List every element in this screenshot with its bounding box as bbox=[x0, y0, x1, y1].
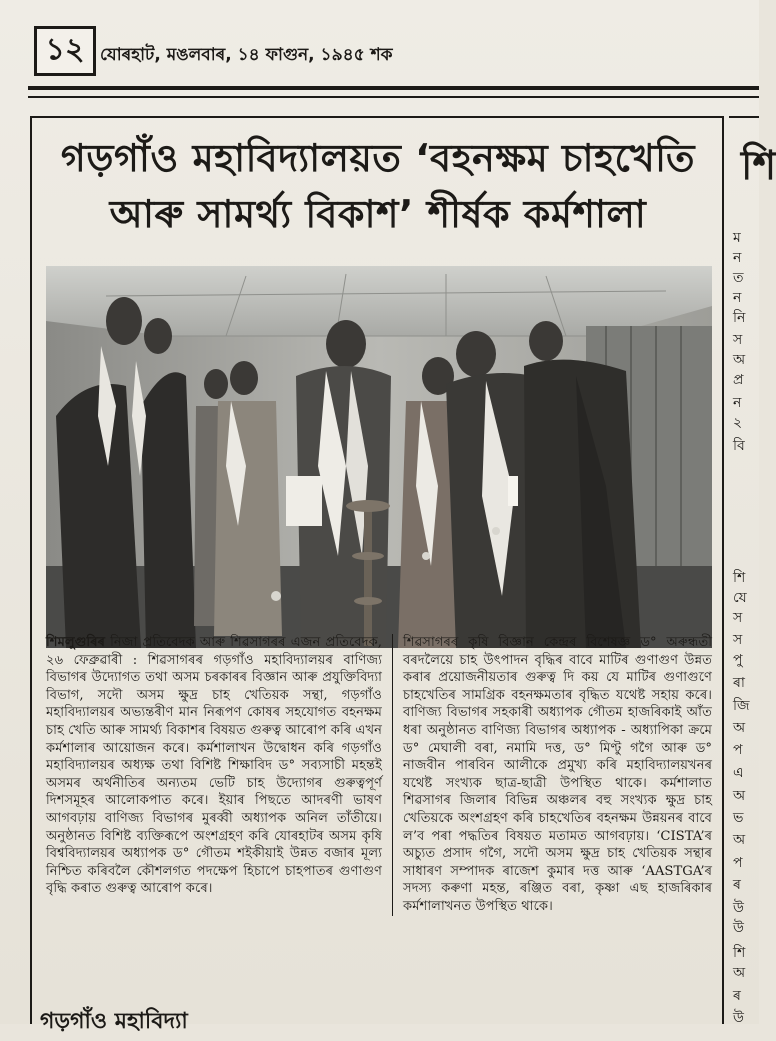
adjacent-fragment: উ bbox=[733, 1010, 744, 1026]
adjacent-fragment: উ bbox=[733, 920, 744, 936]
article-headline bbox=[44, 130, 712, 242]
adjacent-fragment: পু bbox=[733, 652, 743, 668]
masthead-rule-thick bbox=[28, 86, 759, 90]
adjacent-fragment: যে bbox=[733, 590, 747, 606]
masthead-rule-thin bbox=[28, 96, 759, 98]
adjacent-fragment: নি bbox=[733, 310, 746, 326]
masthead bbox=[28, 20, 759, 82]
adjacent-fragment: স bbox=[733, 332, 743, 348]
adjacent-fragment: ত bbox=[733, 270, 744, 286]
adjacent-fragment: বি bbox=[733, 438, 745, 454]
headline-line-2: আৰু সামৰ্থ্য বিকাশ’ শীৰ্ষক কৰ্মশালা bbox=[109, 192, 647, 236]
adjacent-fragment: ন bbox=[733, 250, 742, 266]
headline-line-1: গড়গাঁও মহাবিদ্যালয়ত ‘বহনক্ষম চাহখেতি bbox=[60, 136, 696, 180]
adjacent-fragment: অ bbox=[733, 965, 746, 981]
news-article bbox=[30, 116, 724, 1024]
adjacent-rule bbox=[729, 116, 759, 118]
byline-lead: শিমলুগুৰিৰ bbox=[46, 635, 106, 650]
photo-illustration bbox=[46, 266, 712, 648]
adjacent-fragment: ভ bbox=[733, 810, 744, 826]
dateline: যোৰহাট, মঙলবাৰ, ১৪ ফাগুন, ১৯৪৫ শক bbox=[100, 45, 393, 65]
adjacent-fragment: অ bbox=[733, 788, 746, 804]
adjacent-fragment: প bbox=[733, 855, 743, 871]
adjacent-fragment: ৰা bbox=[733, 675, 745, 691]
adjacent-article-fragment bbox=[727, 116, 776, 1026]
adjacent-fragment: ২ bbox=[733, 415, 743, 431]
adjacent-fragment: ৰ bbox=[733, 877, 741, 893]
next-headline-strip: গড়গাঁও মহাবিদ্যা bbox=[40, 1009, 188, 1034]
adjacent-fragment: শি bbox=[733, 570, 746, 586]
adjacent-fragment: ৰ bbox=[733, 988, 741, 1004]
adjacent-fragment: স bbox=[733, 610, 743, 626]
adjacent-fragment: ম bbox=[733, 230, 741, 246]
adjacent-fragment: স bbox=[733, 632, 743, 648]
adjacent-fragment: অ bbox=[733, 832, 746, 848]
adjacent-fragment: জি bbox=[733, 698, 750, 714]
article-column-1 bbox=[46, 634, 382, 898]
adjacent-fragment: ন bbox=[733, 290, 742, 306]
adjacent-fragment: প্ৰ bbox=[733, 372, 744, 388]
adjacent-fragment: অ bbox=[733, 720, 746, 736]
adjacent-headline-fragment: শি bbox=[741, 143, 776, 189]
adjacent-fragment: এ bbox=[733, 765, 744, 781]
page-number: ১২ bbox=[34, 26, 96, 76]
adjacent-fragment: প bbox=[733, 742, 743, 758]
adjacent-fragment: উ bbox=[733, 900, 744, 916]
adjacent-fragment: শি bbox=[733, 945, 746, 961]
column-1-text: নিজা প্ৰতিবেদক আৰু শিৱসাগৰৰ এজন প্ৰতিবেদক, ২৬ ফেব্ৰুৱাৰী : শিৱসাগৰৰ গড়গাঁও মহাবিদ্যালয়ৰ বাণিজ্য বিভাগৰ উদ্যোগত তথা অসম চৰকাৰৰ বিজ্ঞান আৰু প্ৰযুক্তিবিদ্যা বিভাগ, সদৌ অসম ক্ষুদ্ৰ চাহ খেতিয়ক সন্থা, গড়গাঁও মহাবিদ্যালয়ৰ অভ্যন্তৰীণ মান নিৰূপণ কোষৰ সহযোগত বহনক্ষম চাহ খেতি আৰু সামৰ্থ্য বিকাশৰ বিষয়ত গুৰুত্ব আৰোপ কৰি এখন কৰ্মশালাৰ আয়োজন কৰে। কৰ্মশালাখন উদ্বোধন কৰি গড়গাঁও মহাবিদ্যালয়ৰ অধ্যক্ষ তথা বিশিষ্ট শিক্ষাবিদ ড° সব্যসাচী মহন্তই অসমৰ অৰ্থনীতিৰ অন্যতম ভেটি চাহ উদ্যোগৰ গুৰুত্বপূৰ্ণ দিশসমূহৰ আলোকপাত কৰে। ইয়াৰ পিছতে আদৰণী ভাষণ আগবঢ়ায় বাণিজ্য বিভাগৰ মুৰব্বী অধ্যাপক অনিল তাঁতীয়ে। অনুষ্ঠানত বিশিষ্ট ব্যক্তিৰূপে অংশগ্ৰহণ কৰি যোৰহাটৰ অসম কৃষি বিশ্ববিদ্যালয়ৰ অধ্যাপক ড° গৌতম শইকীয়াই উন্নত বজাৰ মূল্য নিশ্চিত কৰিবলৈ কৌশলগত পদক্ষেপ হিচাপে চাহপাতৰ গুণাগুণ বৃদ্ধি কৰাত গুৰুত্ব আৰোপ কৰে। bbox=[46, 635, 382, 897]
article-photo bbox=[46, 266, 712, 648]
article-column-2: শিৱসাগৰৰ কৃষি বিজ্ঞান কেন্দ্ৰৰ বিশেষজ্ঞ ড° অৰুন্ধতী বৰদলৈয়ে চাহ উৎপাদন বৃদ্ধিৰ বাবে মাটিৰ গুণাগুণ উন্নত কৰাৰ প্ৰয়োজনীয়তাৰ গুৰুত্ব দি কয় যে মাটিৰ গুণাগুণে চাহখেতিৰ সামগ্ৰিক বহনক্ষমতাৰ বৃদ্ধিত যথেষ্ট সহায় কৰে। বাণিজ্য বিভাগৰ সহকাৰী অধ্যাপক গৌতম হাজৰিকাই আঁত ধৰা অনুষ্ঠানত বাণিজ্য বিভাগৰ অধ্যাপক - অধ্যাপিকা ক্ৰমে ড° মেঘালী বৰা, নমামি দত্ত, ড° মিণ্টু গগৈ আৰু ড° নাজবীন পাৰবিন আলীকে প্ৰমুখ্য কৰি মহাবিদ্যালয়খনৰ যথেষ্ট সংখ্যক ছাত্ৰ-ছাত্ৰী উপস্থিত থাকে। কৰ্মশালাত শিৱসাগৰ জিলাৰ বিভিন্ন অঞ্চলৰ বহু সংখ্যক ক্ষুদ্ৰ চাহ খেতিয়কে অংশগ্ৰহণ কৰি চাহখেতিৰ বহনক্ষম উন্নয়নৰ বাবে ল’ব পৰা পদ্ধতিৰ বিষয়ত মতামত আগবঢ়ায়। ‘CISTA’ৰ অচ্যুত প্ৰসাদ গগৈ, সদৌ অসম ক্ষুদ্ৰ চাহ খেতিয়ক সন্থাৰ সাধাৰণ সম্পাদক ৰাজেশ কুমাৰ দত্ত আৰু ‘AASTGA’ৰ সদস্য কৰুণা মহন্ত, ৰঞ্জিত বৰা, কৃষ্ণা এছ হাজৰিকাৰ কৰ্মশালাখনত উপস্থিত থাকে। bbox=[392, 634, 712, 916]
adjacent-fragment: অ bbox=[733, 352, 746, 368]
adjacent-fragment: ন bbox=[733, 395, 742, 411]
